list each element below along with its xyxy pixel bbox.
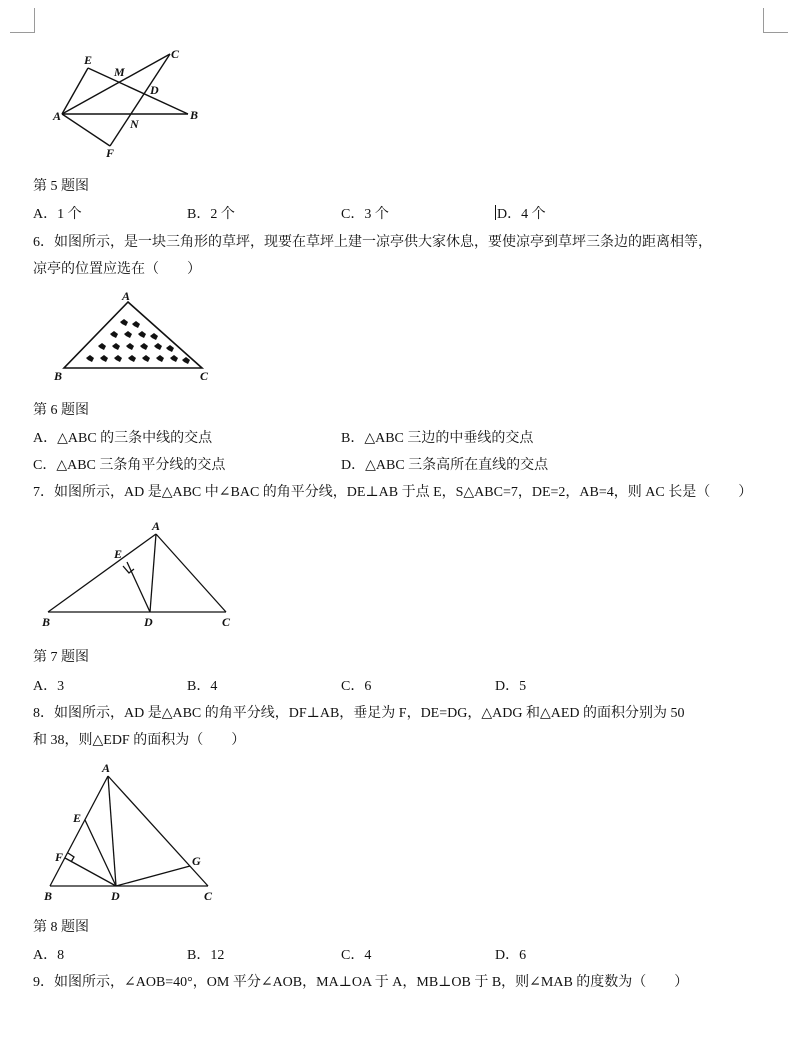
q7-label-A: A xyxy=(152,519,161,533)
q5-label-F: F xyxy=(106,146,115,160)
q7-option-c[interactable]: C．6 xyxy=(341,679,372,694)
q8-figure xyxy=(40,760,230,905)
q5-label-A: A xyxy=(53,109,62,123)
q5-option-d[interactable] xyxy=(495,203,546,223)
q7-option-b[interactable]: B．4 xyxy=(187,679,218,694)
q5-label-B: B xyxy=(190,108,199,122)
q8-label-E: E xyxy=(73,811,82,825)
q8-seg-AD xyxy=(108,776,116,886)
q8-seg-AB xyxy=(50,776,108,886)
q8-option-a[interactable]: A．8 xyxy=(33,948,65,963)
q8-label-B: B xyxy=(44,889,53,903)
text-cursor xyxy=(495,205,496,220)
q8-option-c[interactable]: C．4 xyxy=(341,948,372,963)
q5-option-b[interactable]: B．2 个 xyxy=(187,207,235,222)
q5-label-E: E xyxy=(84,53,93,67)
q5-label-D: D xyxy=(150,83,159,97)
q8-label-D: D xyxy=(111,889,120,903)
q5-label-N: N xyxy=(130,117,139,131)
q5-seg-AF xyxy=(62,114,110,146)
q7-stem: 7．如图所示，AD 是△ABC 中∠BAC 的角平分线，DE⊥AB 于点 E，S△ABC=7，DE=2，AB=4，则 AC 长是（ ） xyxy=(33,485,753,500)
q5-option-d-text: D．4 个 xyxy=(497,207,546,222)
q8-seg-DG xyxy=(116,866,190,886)
q6-option-b[interactable]: B．△ABC 三边的中垂线的交点 xyxy=(341,431,534,446)
q9-stem: 9．如图所示，∠AOB=40°，OM 平分∠AOB，MA⊥OA 于 A，MB⊥OB 于 B，则∠MAB 的度数为（ ） xyxy=(33,975,689,990)
q5-label-M: M xyxy=(114,65,125,79)
q7-label-E: E xyxy=(114,547,123,561)
q7-option-a[interactable]: A．3 xyxy=(33,679,65,694)
q8-label-C: C xyxy=(204,889,213,903)
q6-label-B: B xyxy=(54,369,63,383)
q6-caption: 第 6 题图 xyxy=(33,403,89,418)
q6-stem-line2: 凉亭的位置应选在（ ） xyxy=(33,262,201,277)
q7-seg-AD xyxy=(150,534,156,612)
q7-seg-DE xyxy=(127,562,150,612)
q8-seg-AC xyxy=(108,776,208,886)
q8-caption: 第 8 题图 xyxy=(33,920,89,935)
q5-option-c[interactable]: C．3 个 xyxy=(341,207,389,222)
q7-caption: 第 7 题图 xyxy=(33,650,89,665)
q8-seg-DF xyxy=(65,858,116,886)
q7-label-D: D xyxy=(144,615,153,629)
q8-stem-line1: 8．如图所示，AD 是△ABC 的角平分线，DF⊥AB，垂足为 F，DE=DG，△ADG 和△AED 的面积分别为 50 xyxy=(33,706,685,721)
q6-option-d[interactable]: D．△ABC 三条高所在直线的交点 xyxy=(341,458,549,473)
q6-option-c[interactable]: C．△ABC 三条角平分线的交点 xyxy=(33,458,226,473)
corner-mark-right xyxy=(763,8,788,33)
q6-option-a[interactable]: A．△ABC 的三条中线的交点 xyxy=(33,431,213,446)
q6-label-A: A xyxy=(122,289,131,303)
q7-option-d[interactable]: D．5 xyxy=(495,679,527,694)
q5-option-a[interactable]: A．1 个 xyxy=(33,207,82,222)
q6-stem-line1: 6．如图所示，是一块三角形的草坪，现要在草坪上建一凉亭供大家休息，要使凉亭到草坪三条边的距离相等， xyxy=(33,235,712,250)
q6-grass-pattern xyxy=(86,319,190,364)
q5-label-C: C xyxy=(171,47,180,61)
q8-stem-line2: 和 38，则△EDF 的面积为（ ） xyxy=(33,733,246,748)
q8-option-d[interactable]: D．6 xyxy=(495,948,527,963)
q8-option-b[interactable]: B．12 xyxy=(187,948,225,963)
q8-label-G: G xyxy=(192,854,201,868)
q7-figure xyxy=(38,520,248,635)
q7-right-angle xyxy=(123,566,134,573)
q5-figure xyxy=(50,42,210,162)
q6-figure xyxy=(50,290,220,385)
q6-label-C: C xyxy=(200,369,209,383)
q7-seg-AB xyxy=(48,534,156,612)
q7-seg-AC xyxy=(156,534,226,612)
q7-label-B: B xyxy=(42,615,51,629)
q8-label-F: F xyxy=(55,850,64,864)
q7-label-C: C xyxy=(222,615,231,629)
q5-caption: 第 5 题图 xyxy=(33,179,89,194)
q8-label-A: A xyxy=(102,761,111,775)
corner-mark-left xyxy=(10,8,35,33)
